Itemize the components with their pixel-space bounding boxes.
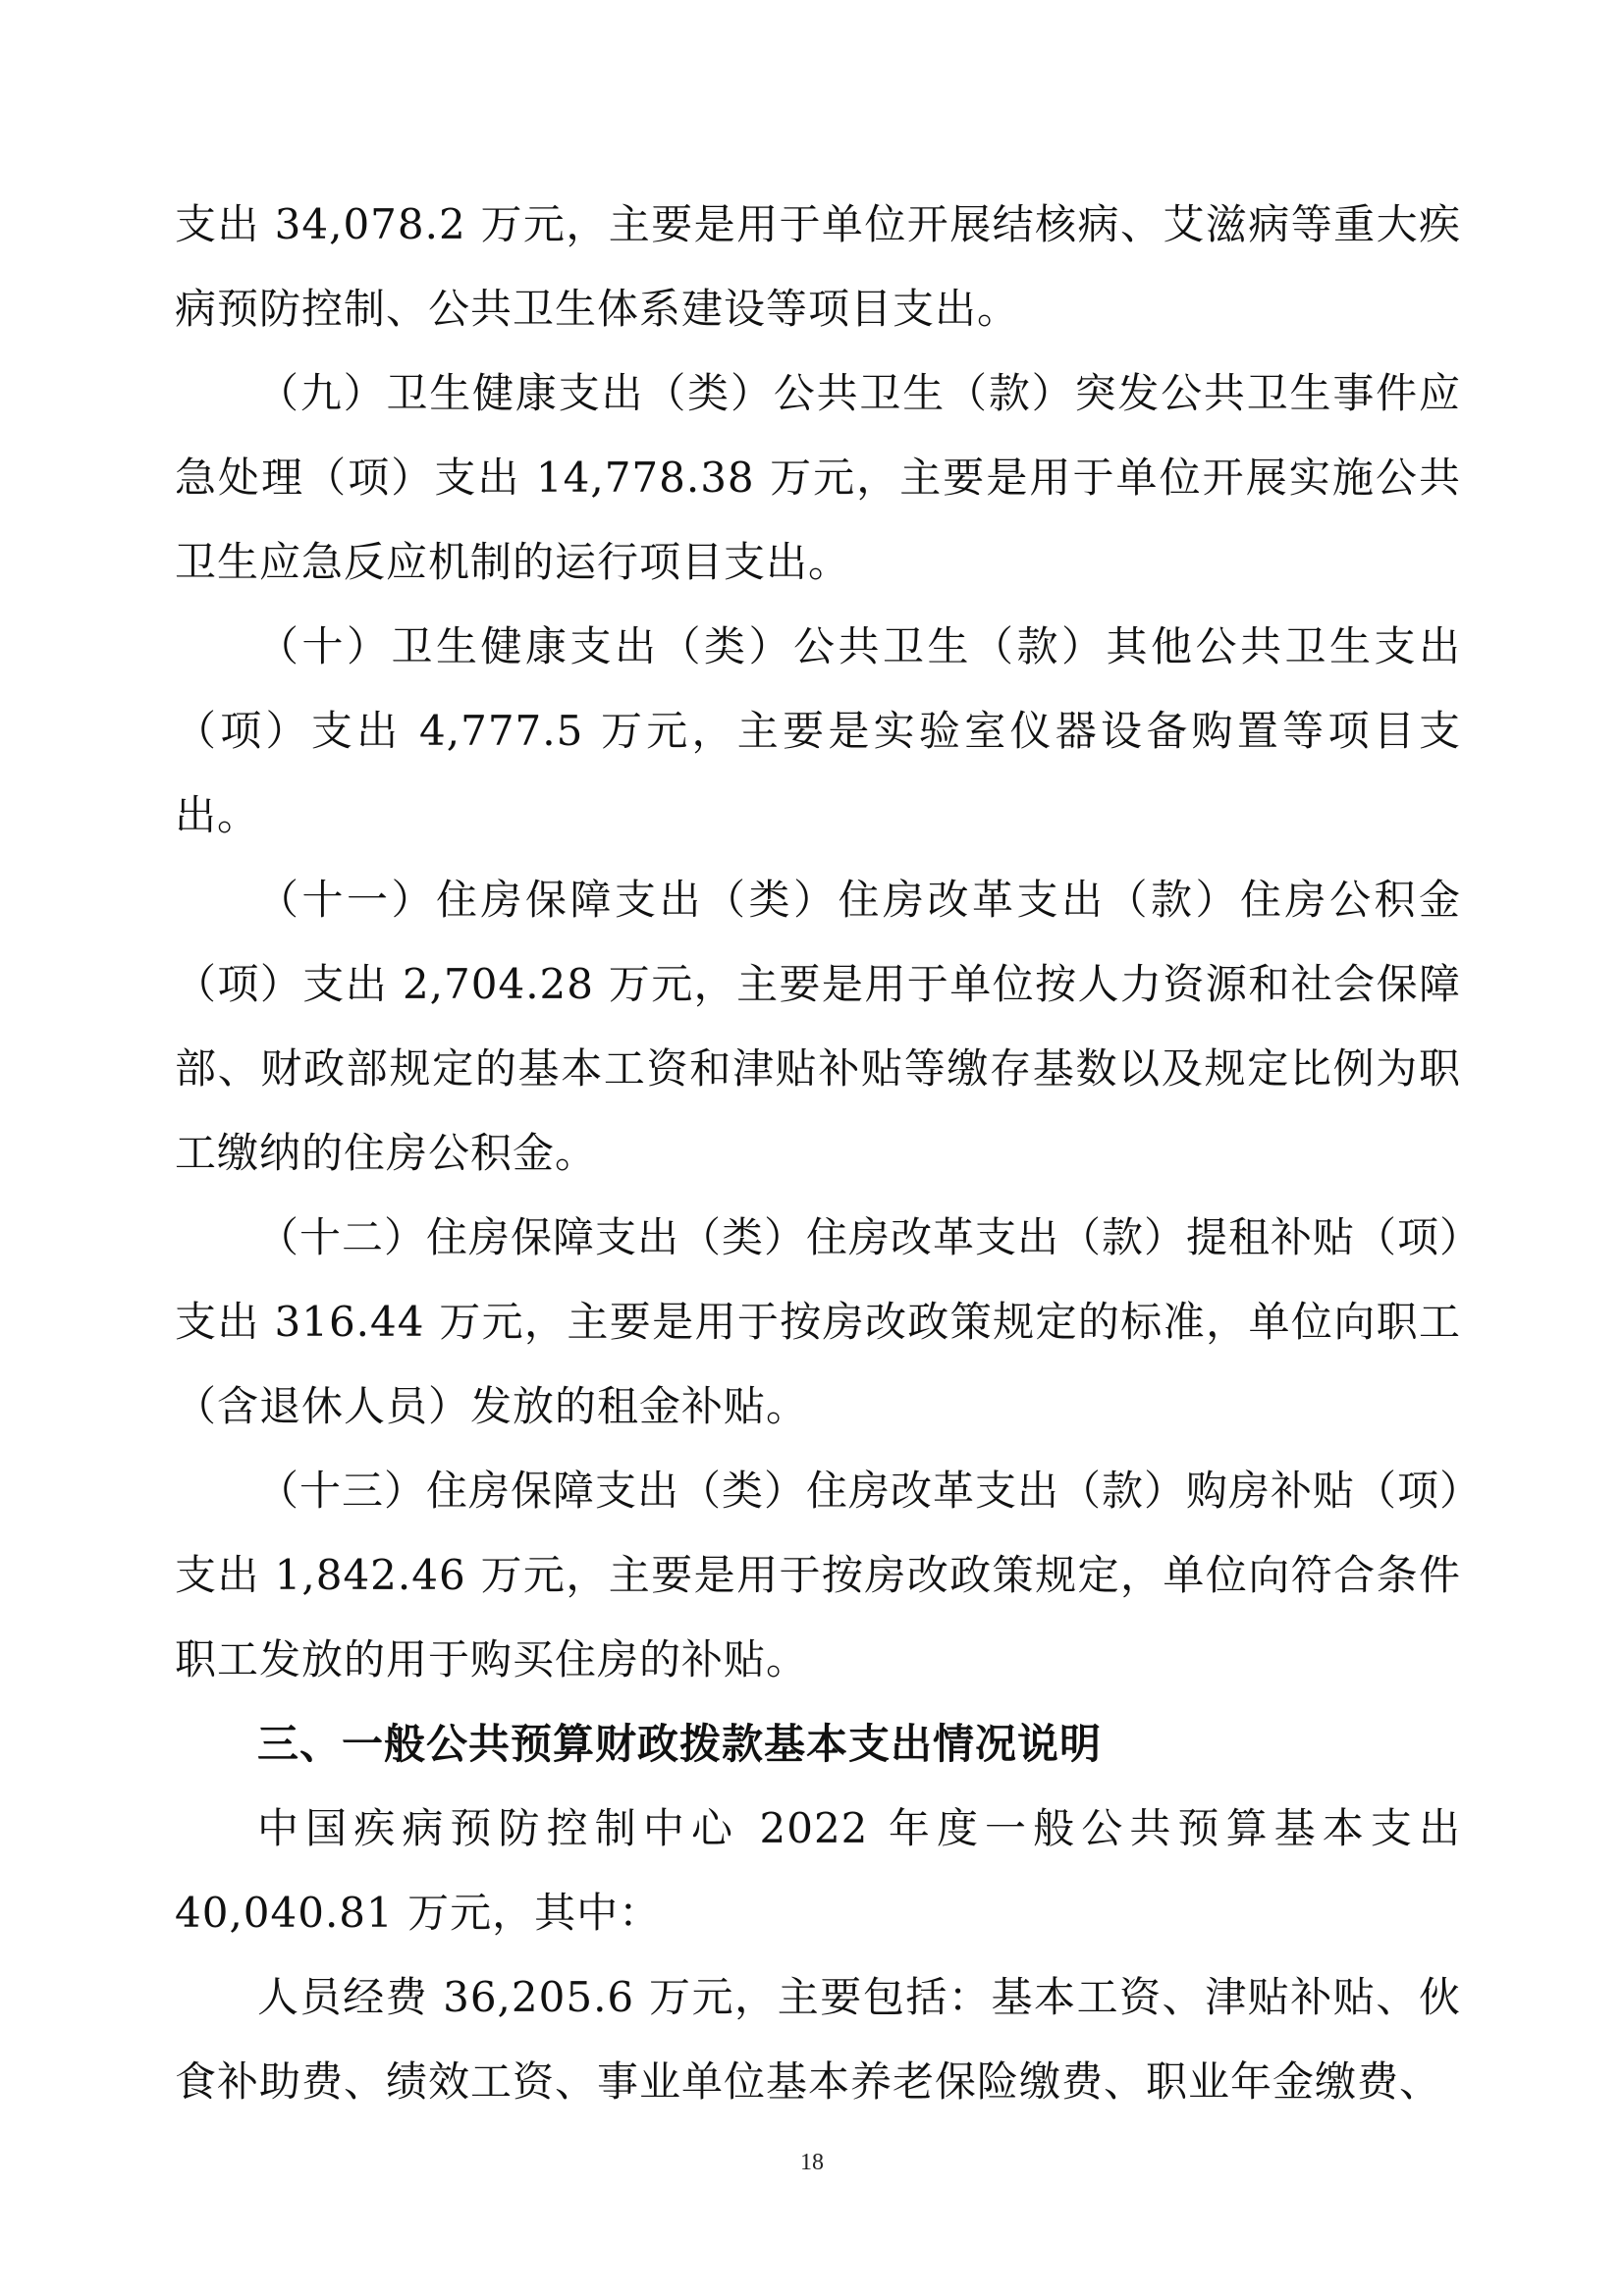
- paragraph-item-11: （十一）住房保障支出（类）住房改革支出（款）住房公积金（项）支出 2,704.28 万元，主要是用于单位按人力资源和社会保障部、财政部规定的基本工资和津贴补贴等缴存基数以及规定比例为职工缴纳的住房公积金。: [175, 876, 1461, 1177]
- paragraph-personnel-expenses: 人员经费 36,205.6 万元，主要包括：基本工资、津贴补贴、伙食补助费、绩效工资、事业单位基本养老保险缴费、职业年金缴费、: [175, 1973, 1461, 2106]
- paragraph-item-10: （十）卫生健康支出（类）公共卫生（款）其他公共卫生支出（项）支出 4,777.5 万元，主要是实验室仪器设备购置等项目支出。: [175, 622, 1461, 839]
- paragraph-item-13: （十三）住房保障支出（类）住房改革支出（款）购房补贴（项）支出 1,842.46 万元，主要是用于按房改政策规定，单位向符合条件职工发放的用于购买住房的补贴。: [175, 1467, 1462, 1683]
- page-number: 18: [800, 2150, 824, 2175]
- document-body: [175, 183, 1461, 2124]
- paragraph-basic-expenditure-total: 中国疾病预防控制中心 2022 年度一般公共预算基本支出 40,040.81 万元，其中：: [175, 1804, 1461, 1937]
- paragraph-item-8-continuation: 支出 34,078.2 万元，主要是用于单位开展结核病、艾滋病等重大疾病预防控制、公共卫生体系建设等项目支出。: [175, 200, 1461, 333]
- paragraph-item-12: （十二）住房保障支出（类）住房改革支出（款）提租补贴（项）支出 316.44 万元，主要是用于按房改政策规定的标准，单位向职工（含退休人员）发放的租金补贴。: [175, 1213, 1462, 1430]
- section-heading: 三、一般公共预算财政拨款基本支出情况说明: [257, 1720, 1103, 1768]
- paragraph-item-9: （九）卫生健康支出（类）公共卫生（款）突发公共卫生事件应急处理（项）支出 14,778.38 万元，主要是用于单位开展实施公共卫生应急反应机制的运行项目支出。: [175, 369, 1461, 586]
